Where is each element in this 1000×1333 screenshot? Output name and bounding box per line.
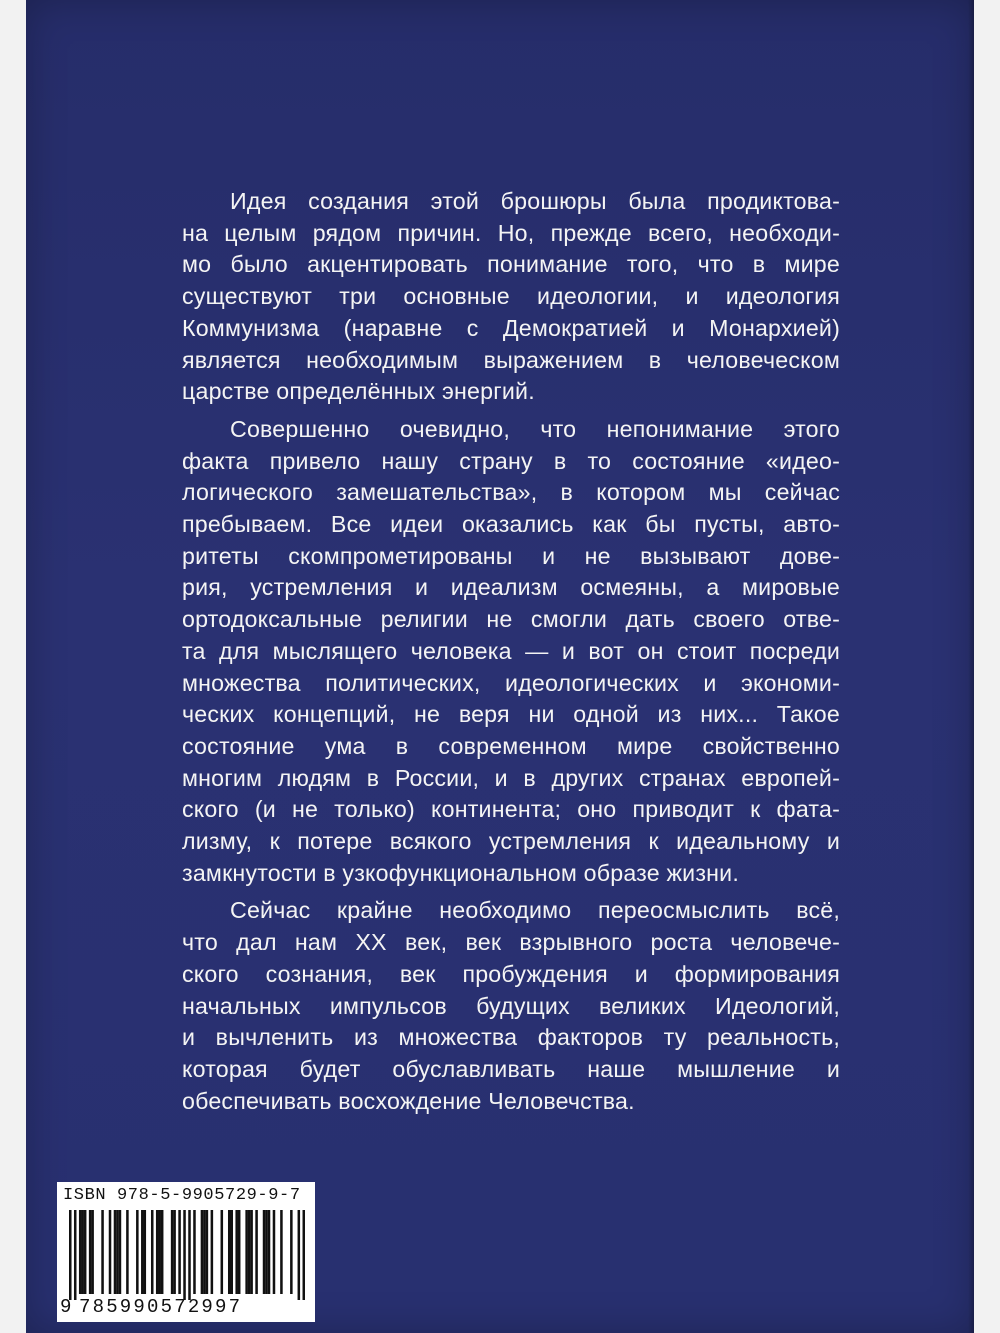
barcode-bar [158,1210,161,1294]
isbn-barcode [57,1182,315,1322]
blurb-line: царстве определённых энергий. [182,378,535,405]
barcode-bar [206,1210,209,1294]
barcode-bar [79,1210,82,1294]
barcode-bar [238,1210,241,1294]
blurb-line: факта привело нашу страну в то состояние «идео- [182,447,840,474]
blurb-paragraph-2 [182,414,840,890]
blurb-line: Коммунизма (наравне с Демократией и Монархией) [182,314,840,341]
barcode-bar [298,1210,301,1300]
blurb-line: многим людям в России, и в других странах европей- [182,764,840,791]
barcode-icon [69,1210,305,1300]
barcode-bar [173,1210,176,1294]
barcode-bar [290,1210,293,1294]
barcode-bar [273,1210,276,1294]
barcode-bar [193,1210,196,1294]
blurb-line: обеспечивать восхождение Человечства. [182,1087,635,1114]
barcode-bar [136,1210,139,1294]
barcode-bar [303,1210,305,1300]
blurb-line: на целым рядом причин. Но, прежде всего, необходи- [182,219,840,246]
cover-edge-shadow [968,0,974,1333]
blurb-line: и вычленить из множества факторов ту реальность, [182,1024,840,1051]
blurb-line: Совершенно очевидно, что непонимание этого [230,415,840,442]
barcode-bar [250,1210,253,1294]
barcode-bar [263,1210,266,1294]
barcode-bar [230,1210,233,1294]
barcode-bar [141,1210,144,1294]
barcode-bar [203,1210,206,1294]
blurb-paragraph-1 [182,186,840,408]
blurb-line: состояние ума в современном мире свойственно [182,732,840,759]
ean-first-digit: 9 [60,1296,72,1318]
blurb-line: логического замешательства», в котором мы сейчас [182,479,840,506]
barcode-bar [183,1210,186,1300]
blurb-line: ортодоксальные религии не смогли дать своего отве- [182,606,840,633]
blurb-line: существуют три основные идеологии, и идеология [182,283,840,310]
barcode-bar [235,1210,238,1294]
barcode-bar [81,1210,84,1294]
blurb-line: та для мыслящего человека — и вот он стоит посреди [182,637,840,664]
barcode-bar [74,1210,77,1300]
blurb-line: замкнутости в узкофункциональном образе жизни. [182,859,739,886]
barcode-bar [268,1210,271,1294]
isbn-label: ISBN 978-5-9905729-9-7 [63,1186,301,1205]
barcode-bar [171,1210,174,1294]
blurb-text [182,186,840,1123]
barcode-bar [245,1210,248,1294]
blurb-line: пребываем. Все идеи оказались как бы пусты, авто- [182,511,840,538]
barcode-bar [156,1210,159,1294]
blurb-line: что дал нам XX век, век взрывного роста человече- [182,929,840,956]
barcode-bar [280,1210,283,1294]
blurb-line: ритеты скомпрометированы и не вызывают дове- [182,542,840,569]
barcode-bar [211,1210,214,1294]
ean-digits: 785990572997 [79,1296,243,1318]
barcode-bar [126,1210,129,1294]
barcode-bar [248,1210,251,1294]
barcode-bar [84,1210,87,1294]
barcode-bar [119,1210,122,1294]
back-cover [26,0,974,1333]
barcode-bar [144,1210,147,1294]
barcode-bar [221,1210,224,1294]
blurb-line: рия, устремления и идеализм осмеяны, а мировые [182,574,840,601]
blurb-paragraph-3 [182,895,840,1117]
blurb-line: которая будет обуславливать наше мышление и [182,1055,840,1082]
barcode-bar [265,1210,268,1294]
blurb-line: ческих концепций, не веря ни одной из них... Такое [182,701,840,728]
barcode-bar [255,1210,258,1294]
blurb-line: ского (и не только) континента; оно приводит к фата- [182,796,840,823]
barcode-bar [161,1210,164,1294]
blurb-line: начальных импульсов будущих великих Идеологий, [182,992,840,1019]
blurb-line: лизму, к потере всякого устремления к идеальному и [182,828,840,855]
barcode-bar [201,1210,204,1294]
barcode-bar [151,1210,154,1294]
blurb-line: ского сознания, век пробуждения и формирования [182,960,840,987]
blurb-line: Идея создания этой брошюры была продиктова- [230,188,840,214]
barcode-bar [116,1210,119,1294]
barcode-bar [114,1210,117,1294]
barcode-bar [228,1210,231,1294]
barcode-bar [178,1210,181,1294]
blurb-line: Сейчас крайне необходимо переосмыслить всё, [230,897,840,924]
blurb-line: мо было акцентировать понимание того, что в мире [182,251,840,278]
barcode-bar [69,1210,72,1300]
blurb-line: множества политических, идеологических и экономи- [182,669,840,696]
barcode-bar [91,1210,94,1294]
barcode-bar [188,1210,191,1300]
barcode-bar [109,1210,112,1294]
barcode-bar [101,1210,104,1294]
blurb-line: является необходимым выражением в человеческом [182,346,840,373]
barcode-bar [89,1210,92,1294]
